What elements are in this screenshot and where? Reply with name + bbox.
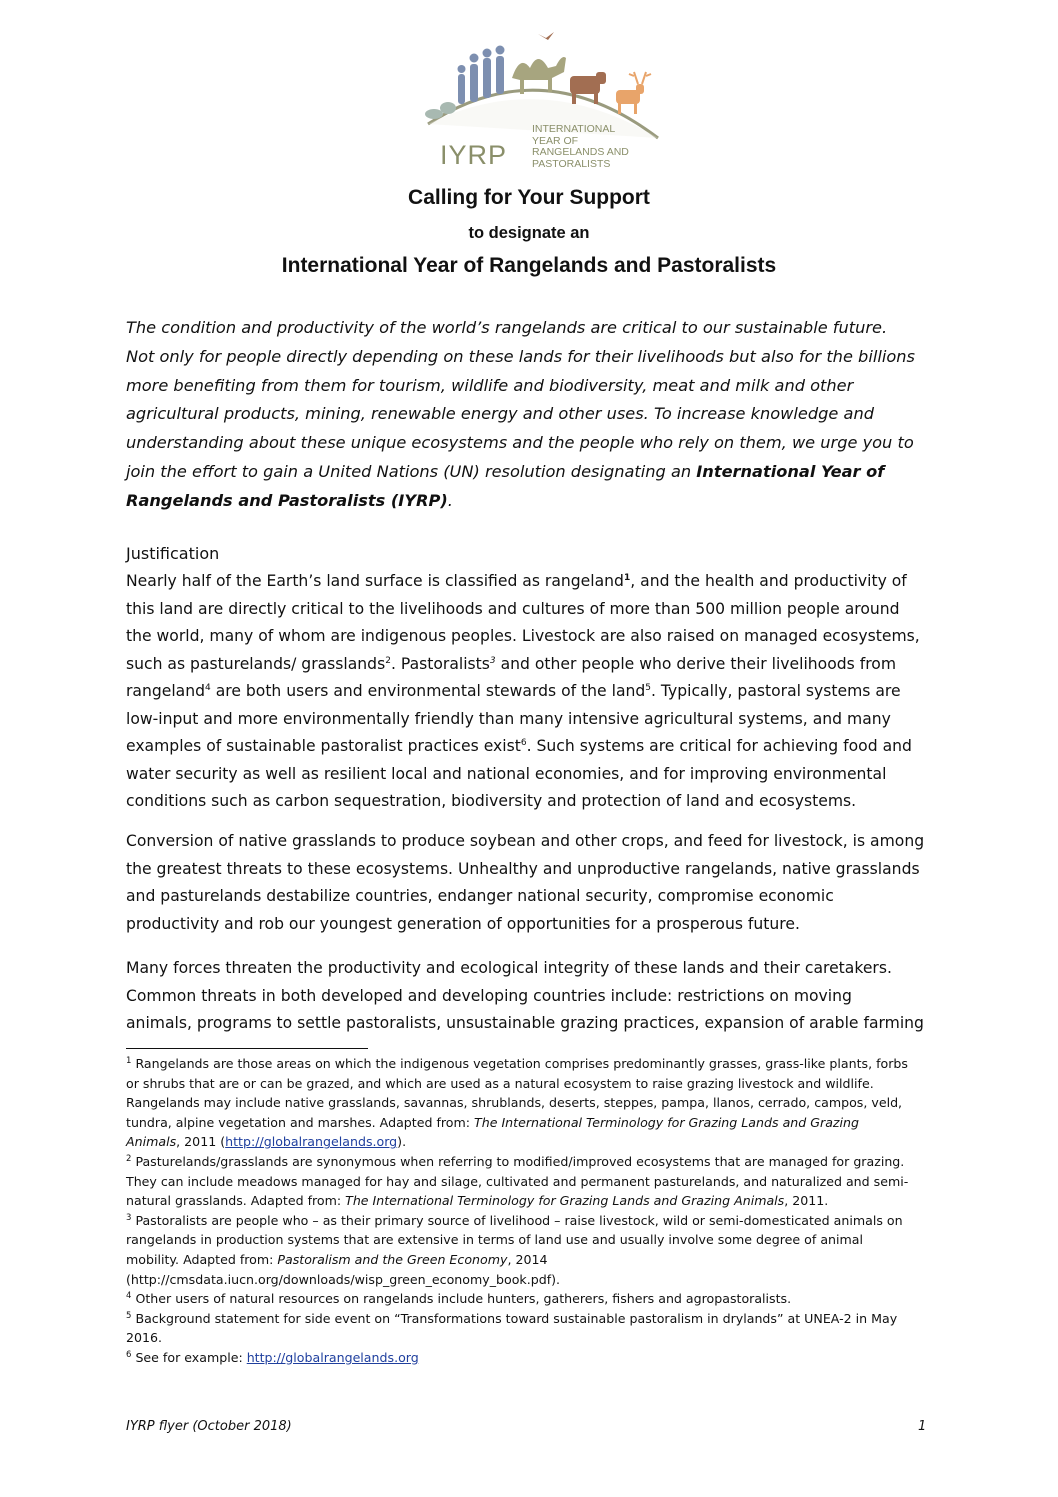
justification-paragraph-1: Nearly half of the Earth’s land surface is classified as rangeland$^1$, and the health and productivity of this land are directly critical to the livelihoods and cultures of more than 500 million people around the world, many of whom are indigenous peoples. Livestock are also raised on managed ecosystems, such as pasturelands/ grasslands$^2$. Pastoralists$^3$ and other people who derive their livelihoods from rangeland$^4$ are both users and environmental stewards of the land$^5$. Typically, pastoral systems are low-input and more environmentally friendly than many intensive agricultural systems, and many examples of sustainable pastoralist practices exist$^6$. Such systems are critical for achieving food and water security as well as resilient local and national economies, and for improving environmental conditions such as carbon sequestration, biodiversity and protection of land and ecosystems. (126, 572, 920, 810)
page-title: Calling for Your Support (408, 186, 650, 209)
justification-paragraph-2: Conversion of native grasslands to produce soybean and other crops, and feed for livestock, is among the greatest threats to these ecosystems. Unhealthy and unproductive rangelands, native grasslands and pasturelands destabilize countries, endanger national security, compromise economic productivity and rob our youngest generation of opportunities for a prosperous future. (126, 832, 925, 933)
footnote-5: $^5$ Background statement for side event on “Transformations toward sustainable pastoralism in drylands” at UNEA-2 in May 2016. (126, 1310, 898, 1346)
bird-figure (538, 32, 554, 40)
footnote-1: $^1$ Rangelands are those areas on which the indigenous vegetation comprises predominantly grasses, grass-like plants, forbs or shrubs that are or can be grazed, and which are used as a natural ecosystem to raise grazing livestock and wildlife. Rangelands may include native grasslands, savannas, shrublands, deserts, steppes, pampa, llanos, cerrado, campos, veld, tundra, alpine vegetation and marshes. Adapted from: The International Terminology for Grazing Lands and Grazing Animals, 2011 (http://globalrangelands.org). (126, 1055, 908, 1150)
footnote-6-link[interactable]: http://globalrangelands.org (246, 1349, 419, 1365)
footnote-1-link[interactable]: http://globalrangelands.org (225, 1134, 398, 1150)
page-subtitle: to designate an (468, 224, 590, 242)
camel-figure (512, 57, 566, 94)
page-headline: International Year of Rangelands and Pastoralists (281, 254, 777, 277)
footnote-3: $^3$ Pastoralists are people who – as their primary source of livelihood – raise livestock, wild or semi-domesticated animals on rangelands in production systems that are extensive in terms of land use and usually involve some degree of animal mobility. Adapted from: Pastoralism and the Green Economy, 2014 (http://cmsdata.iucn.org/downloads/wisp_green_economy_book.pdf). (126, 1212, 903, 1287)
footnote-6: $^6$ See for example: http://globalrangelands.org (126, 1349, 419, 1365)
section-title-justification: Justification (126, 544, 220, 563)
intro-paragraph: The condition and productivity of the world’s rangelands are critical to our sustainable future. Not only for people directly depending on these lands for their livelihoods but also for the billions more benefiting from them for tourism, wildlife and biodiversity, meat and milk and other agricultural products, mining, renewable energy and other uses. To increase knowledge and understanding about these unique ecosystems and the people who rely on them, we urge you to join the effort to gain a United Nations (UN) resolution designating an International Year of Rangelands and Pastoralists (IYRP). (126, 318, 915, 510)
iyrp-logo (420, 28, 665, 178)
page-number: 1 (918, 1419, 927, 1434)
logo-fullname: INTERNATIONAL YEAR OF RANGELANDS AND PASTORALISTS (532, 123, 629, 170)
justification-paragraph-3: Many forces threaten the productivity and ecological integrity of these lands and their caretakers. Common threats in both developed and developing countries include: restrictions on moving animals, programs to settle pastoralists, unsustainable grazing practices, expansion of arable farming (126, 959, 924, 1032)
footnote-4: $^4$ Other users of natural resources on rangelands include hunters, gatherers, fishers and agropastoralists. (126, 1290, 792, 1307)
footnote-separator (126, 1048, 368, 1049)
footer-document-label: IYRP flyer (October 2018) (126, 1419, 292, 1434)
footnotes (126, 1054, 932, 1368)
deer-figure (616, 72, 651, 114)
footnote-2: $^2$ Pasturelands/grasslands are synonymous when referring to modified/improved ecosystems that are managed for grazing. They can include meadows managed for hay and silage, cultivated and permanent pasturelands, and naturalized and semi- natural grasslands. Adapted from: The International Terminology for Grazing Lands and Grazing Animals, 2011. (126, 1153, 909, 1209)
small-animal-left (425, 109, 443, 119)
logo-acronym: IYRP (440, 140, 508, 170)
